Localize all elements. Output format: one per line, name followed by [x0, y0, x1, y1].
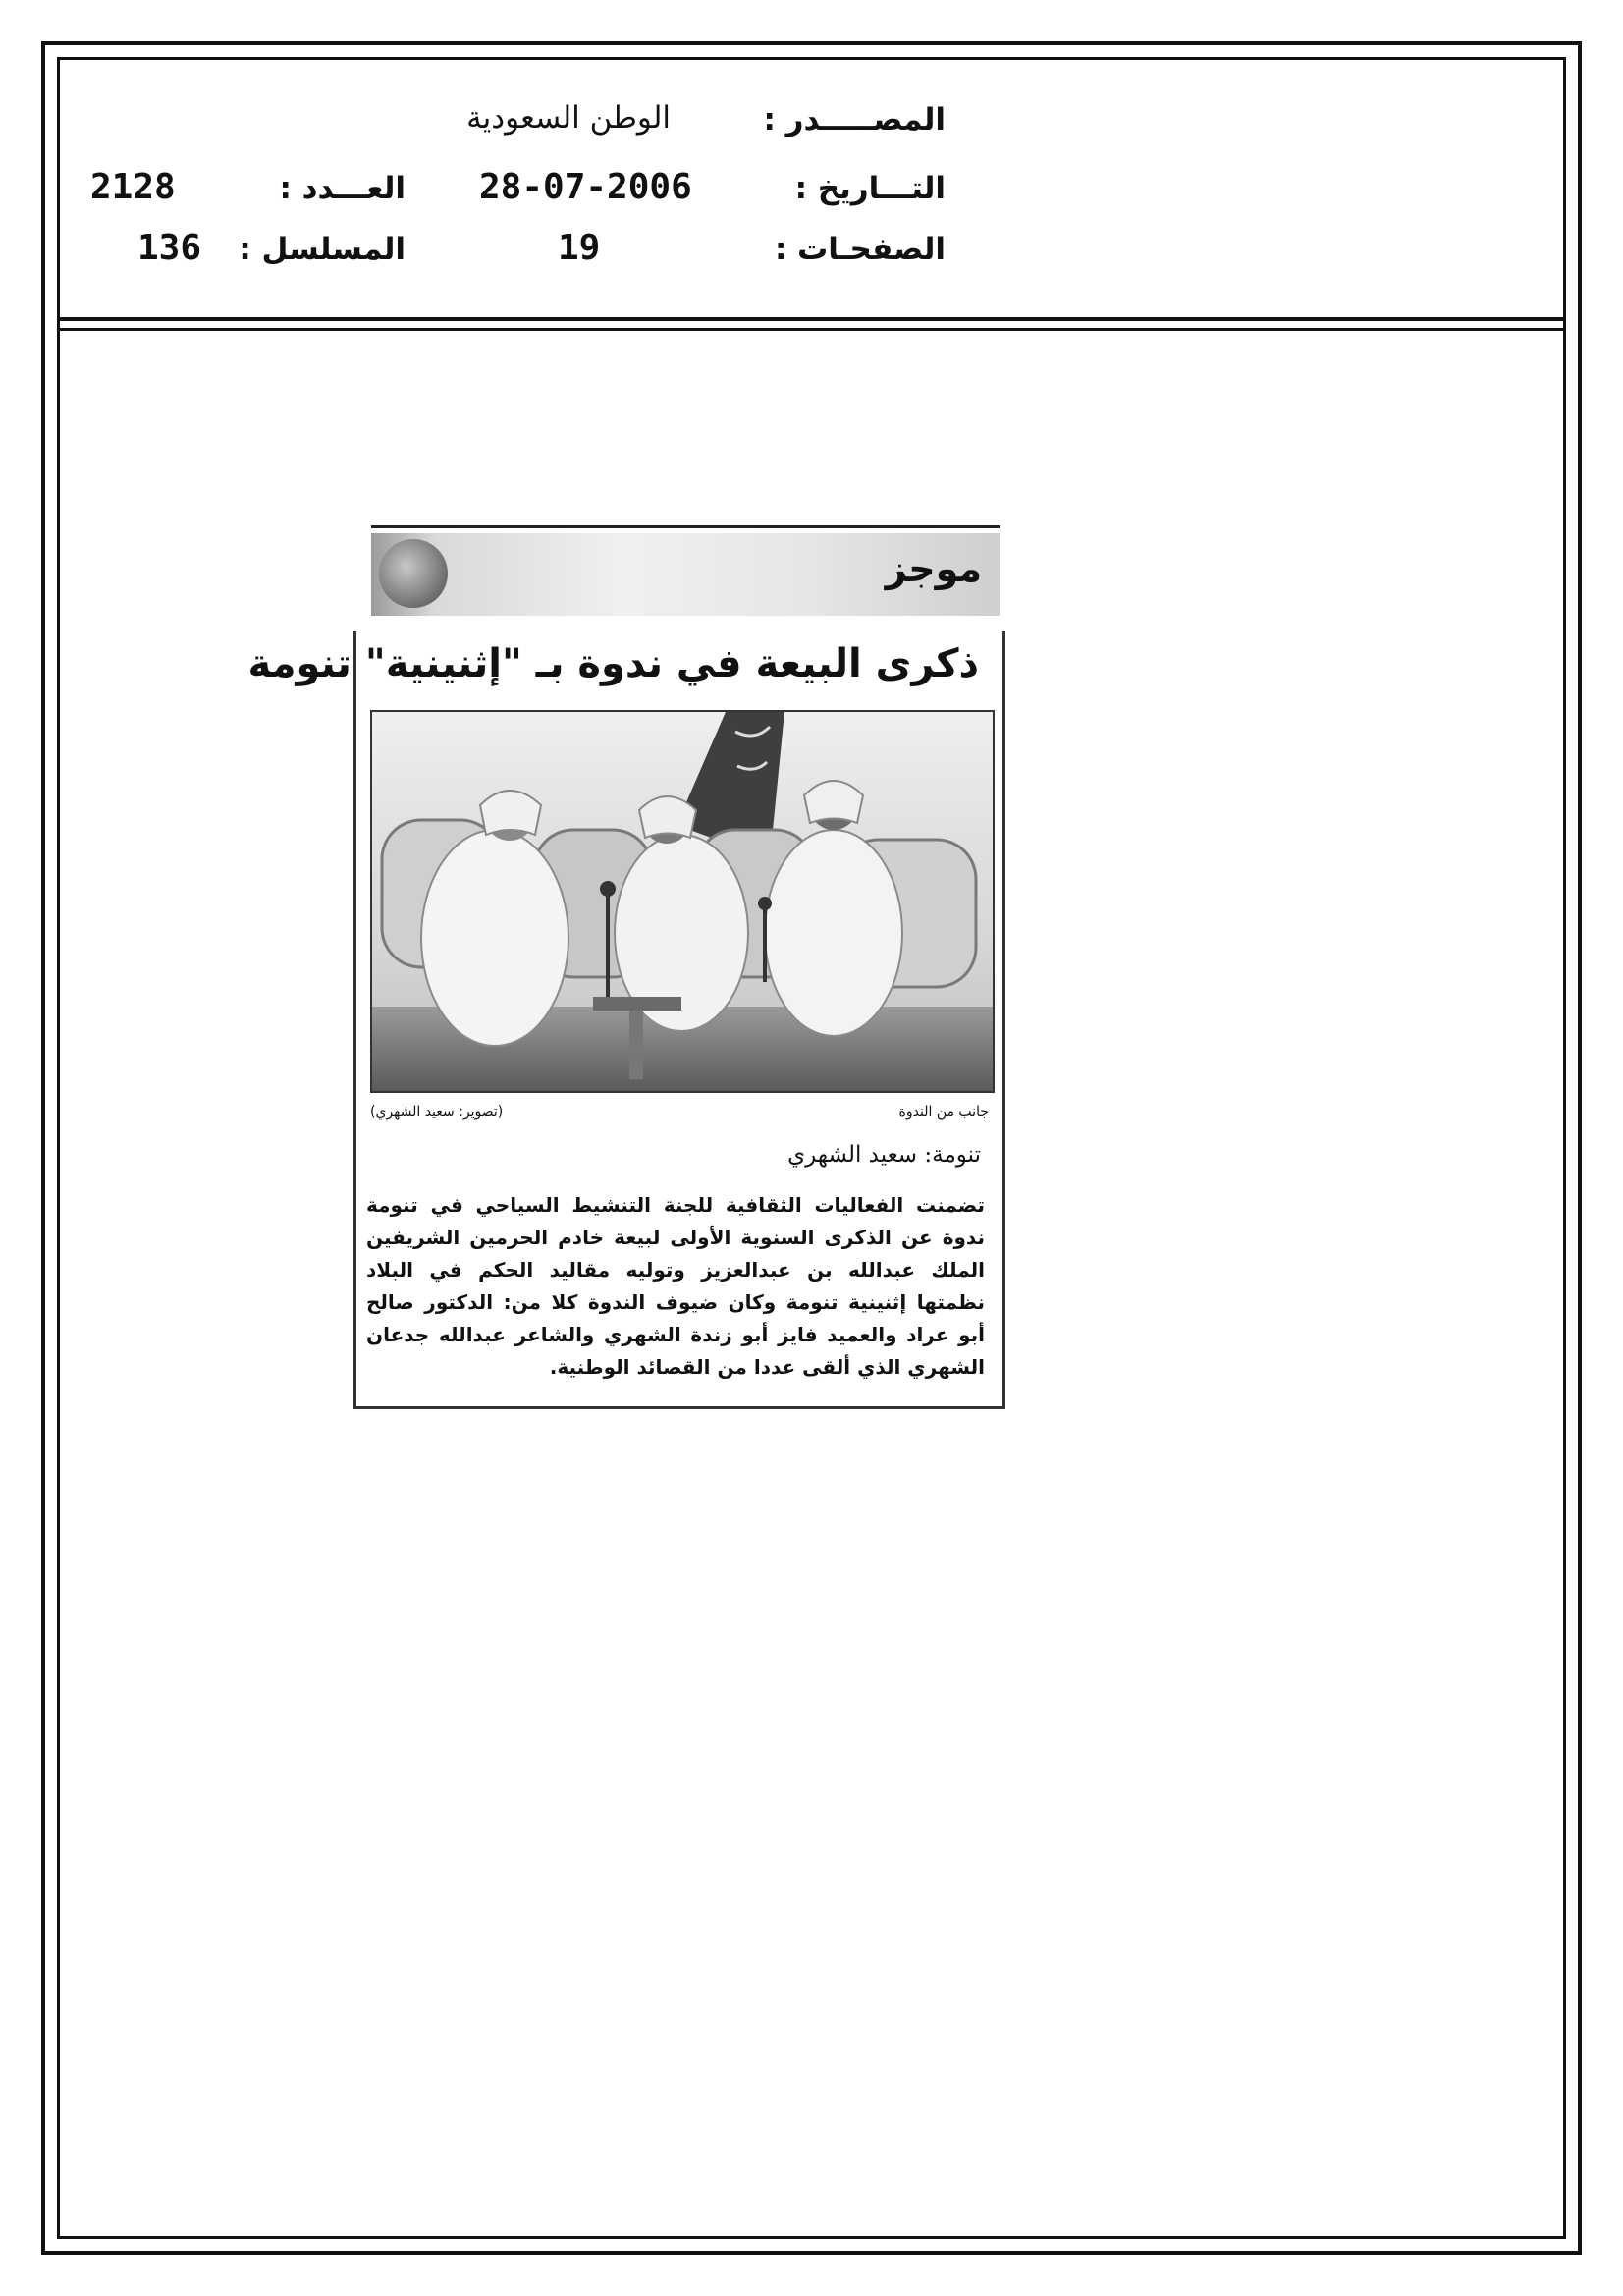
source-value: الوطن السعودية: [466, 100, 671, 136]
date-label: التـــاريخ :: [794, 171, 946, 206]
brief-section-banner: [371, 533, 1000, 616]
article-box: [247, 631, 1005, 1409]
pages-label: الصفحـات :: [774, 232, 946, 267]
article-headline: ذكرى البيعة في ندوة بـ "إثنينية" تنومة: [247, 641, 979, 686]
clipping-top-rule: [371, 525, 1000, 528]
article-byline: تنومة: سعيد الشهري: [787, 1142, 981, 1168]
newspaper-clipping: [247, 525, 1011, 1409]
serial-value: 136: [137, 228, 202, 268]
date-value: 28-07-2006: [479, 167, 692, 207]
photo-illustration: [372, 712, 993, 1091]
pages-value: 19: [558, 228, 601, 268]
section-label: موجز: [885, 547, 982, 590]
serial-label: المسلسل :: [239, 232, 406, 267]
article-body: تضمنت الفعاليات الثقافية للجنة التنشيط السياحي في تنومة ندوة عن الذكرى السنوية الأولى لبيعة خادم الحرمين الشريفين الملك عبدالله بن عبدالعزيز وتوليه مقاليد الحكم في البلاد نظمتها إثنينية تنومة وكان ضيوف الندوة كلا من: الدكتور صالح أبو عراد والعميد فايز أبو زندة الشهري والشاعر عبدالله جدعان الشهري الذي ألقى عددا من القصائد الوطنية.: [366, 1193, 985, 1379]
photo-credit: (تصوير: سعيد الشهري): [370, 1104, 504, 1120]
source-label: المصـــــدر :: [763, 102, 946, 137]
issue-value: 2128: [90, 167, 176, 207]
issue-label: العـــدد :: [279, 171, 406, 206]
header-divider-secondary: [57, 328, 1566, 331]
photo-caption: جانب من الندوة: [898, 1104, 989, 1120]
header-divider: [57, 317, 1566, 321]
article-photo: [370, 710, 995, 1093]
banner-ornament-icon: [379, 539, 448, 608]
